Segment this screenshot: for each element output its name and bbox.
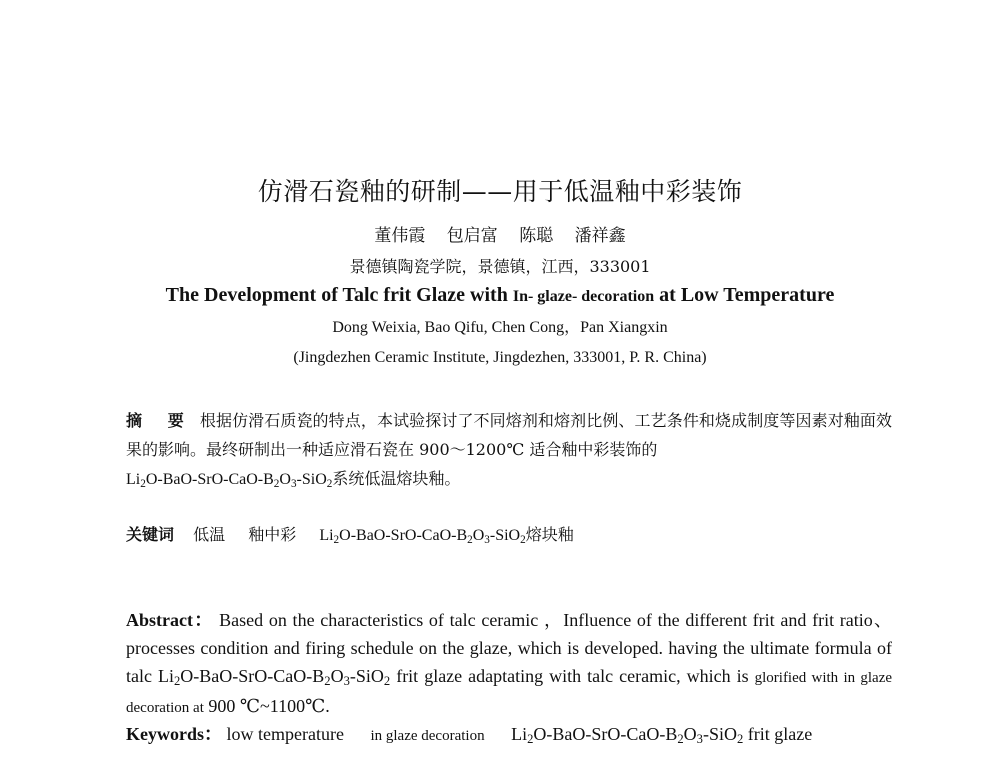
abstract-text: 900 ℃~1100℃. (203, 696, 330, 716)
chinese-keywords (126, 522, 892, 545)
chemical-formula: $Li_2O-BaO-SrO-CaO-B_2O_3-SiO_2$ (511, 724, 744, 747)
english-affiliation: (Jingdezhen Ceramic Institute, Jingdezhen, 333001, P. R. China) (293, 349, 707, 366)
keyword: frit glaze (743, 724, 813, 744)
english-abstract-label: Abstract： (126, 610, 214, 630)
chinese-abstract (126, 406, 892, 494)
chinese-affiliation: 景德镇陶瓷学院，景德镇，江西，333001 (349, 257, 651, 276)
author-3: 陈聪 (519, 226, 554, 246)
title-part: The Development of Talc frit Glaze with (165, 284, 513, 306)
english-keywords-label: Keywords： (126, 724, 222, 744)
chinese-keywords-label: 关键词 (126, 525, 175, 544)
keyword: 熔块釉 (525, 525, 574, 544)
abstract-text: glorified with in glaze decoration at (126, 670, 893, 716)
chemical-formula: $Li_2O-BaO-SrO-CaO-B_2O_3-SiO_2$ (126, 471, 333, 490)
keyword: low temperature (226, 724, 344, 744)
abstract-text: frit glaze adaptating with talc ceramic, which is (390, 666, 755, 686)
english-title (0, 284, 1000, 307)
keyword: 低温 (193, 525, 226, 544)
title-part: In- glaze- decoration (512, 288, 655, 305)
chinese-abstract-label: 摘 要 (126, 411, 194, 430)
keyword: in glaze decoration (370, 728, 485, 744)
english-abstract (126, 606, 892, 722)
author-2: 包启富 (446, 226, 498, 246)
chinese-title: 仿滑石瓷釉的研制——用于低温釉中彩装饰 (257, 177, 743, 206)
chinese-authors (0, 221, 1000, 246)
chinese-abstract-text-end: 系统低温熔块釉。 (332, 469, 461, 488)
author-4: 潘祥鑫 (574, 226, 626, 246)
keyword: 釉中彩 (248, 525, 297, 544)
title-part: at Low Temperature (654, 284, 835, 306)
author-1: 董伟霞 (374, 226, 426, 246)
abstract-text: Based on the characteristics of talc ceramic ，Influence of the different frit and frit ratio、processes condition and firing schedule on the glaze, which is developed. having the ultimate formula of talc (126, 610, 892, 686)
chemical-formula: $Li_2O-BaO-SrO-CaO-B_2O_3-SiO_2$ (319, 527, 526, 546)
chemical-formula: $Li_2O-BaO-SrO-CaO-B_2O_3-SiO_2$ (158, 666, 391, 689)
english-keywords (126, 720, 892, 746)
chinese-abstract-text: 根据仿滑石质瓷的特点，本试验探讨了不同熔剂和熔剂比例、工艺条件和烧成制度等因素对釉面效果的影响。最终研制出一种适应滑石瓷在 900～1200℃ 适合釉中彩装饰的 (126, 411, 892, 459)
english-authors: Dong Weixia, Bao Qifu, Chen Cong，Pan Xiangxin (332, 319, 668, 336)
